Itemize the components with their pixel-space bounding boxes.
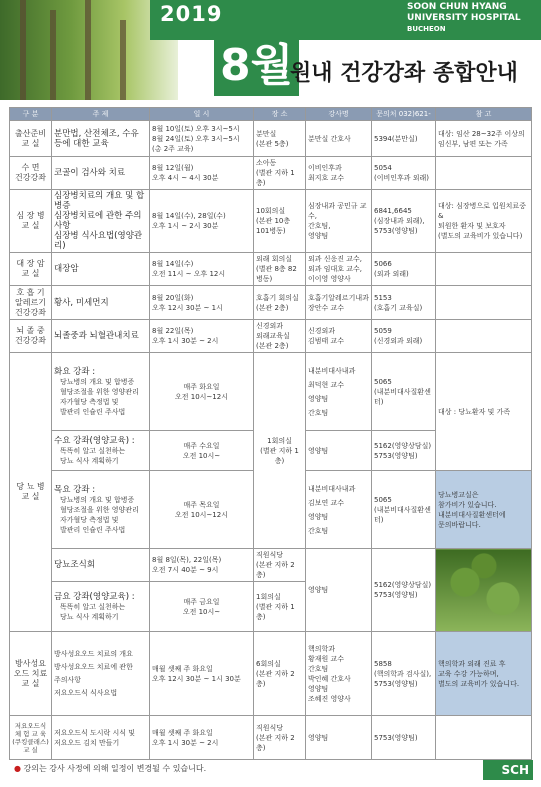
- col-header: 강사명: [306, 108, 372, 121]
- table-row: 목요 강좌 : 당뇨병의 개요 및 합병증 혈당조절을 위한 영양관리 자가혈당 측정법 및 발관리 인슐린 주사법 매주 목요일 오전 10시~12시 내분비대사내과 김보연 교수 영양팀 간호팀 5065 (내분비대사질환센터) 당뇨병교실은 참가비가 있습니다. 내분비대사질환센터에 문의바랍니다.: [10, 471, 532, 549]
- table-row: 당뇨조식회 8월 8일(목), 22일(목) 오전 7시 40분 ~ 9시 직원식당 (본관 지하 2층) 영양팀 5162(영양상담실) 5753(영양팀): [10, 549, 532, 582]
- cell-cat: 뇌 졸 중 건강강좌: [10, 320, 52, 353]
- footer-note: ● 강의는 강사 사정에 의해 일정이 변경될 수 있습니다.: [14, 764, 207, 773]
- watermelon-image: [436, 549, 532, 632]
- table-row: [10, 121, 532, 157]
- cell-place: 호흡기 회의실 (본관 2층): [254, 286, 306, 320]
- cell-cat: 수 면 건강강좌: [10, 157, 52, 190]
- note-tile: 당뇨병교실은 참가비가 있습니다. 내분비대사질환센터에 문의바랍니다.: [436, 471, 532, 549]
- cell-contact: 6841,6645 (심장내과 외래), 5753(영양팀): [372, 190, 436, 253]
- hospital-logo-text: SOON CHUN HYANG UNIVERSITY HOSPITAL BUCHEON: [407, 2, 521, 33]
- cell-cat: 출산준비 교 실: [10, 121, 52, 157]
- col-header: 문의처 032)621-: [372, 108, 436, 121]
- cell-date: 8월 20일(화) 오후 12시 30분 ~ 1시: [150, 286, 254, 320]
- cell-date: 8월 14일(수) 오전 11시 ~ 오후 12시: [150, 253, 254, 286]
- cell-date: 8월 22일(목) 오후 1시 30분 ~ 2시: [150, 320, 254, 353]
- cell-note: [436, 253, 532, 286]
- table-row: [10, 253, 532, 286]
- cell-date: 8월 12일(월) 오후 4시 ~ 4시 30분: [150, 157, 254, 190]
- table-row: [10, 286, 532, 320]
- cell-topic: 황사, 미세먼지: [52, 286, 150, 320]
- cell-lecturer: 호흡기알레르기내과 장안수 교수: [306, 286, 372, 320]
- cell-topic: 대장암: [52, 253, 150, 286]
- cell-place: 분만실 (본관 5층): [254, 121, 306, 157]
- cell-note: [436, 320, 532, 353]
- category: 당 뇨 병 교 실: [10, 353, 52, 632]
- col-header: 장 소: [254, 108, 306, 121]
- cell-cat: 심 장 병 교 실: [10, 190, 52, 253]
- cell-date: 8월 14일(수), 28일(수) 오후 1시 ~ 2시 30분: [150, 190, 254, 253]
- cell-place: 외래 회의실 (별관 8층 82병동): [254, 253, 306, 286]
- col-header: 구 분: [10, 108, 52, 121]
- table-row: 금요 강좌(영양교육) : 똑똑히 알고 실천하는 당뇨 식사 계획하기 매주 금요일 오전 10시~ 1회의실 (별관 지하 1층): [10, 582, 532, 632]
- cell-contact: 5054 (이비인후과 외래): [372, 157, 436, 190]
- table-row: 저요오드식 체 험 교 육 (쿠킹클래스) 교 실 저요오드식 도시락 시식 및 저요오드 김치 만들기 매월 셋째 주 화요일 오후 1시 30분 ~ 2시 직원식당 (본관 지하 2층) 영양팀 5753(영양팀): [10, 716, 532, 760]
- col-header: 일 시: [150, 108, 254, 121]
- cell-place: 10회의실 (본관 10층 101병동): [254, 190, 306, 253]
- col-header: 주 제: [52, 108, 150, 121]
- cell-contact: 5394(분만실): [372, 121, 436, 157]
- table-row: [10, 157, 532, 190]
- sch-logo: SCH: [483, 760, 533, 780]
- cell-topic: 코골이 검사와 치료: [52, 157, 150, 190]
- cell-contact: 5059 (신경외과 외래): [372, 320, 436, 353]
- cell-place: 소아동 (별관 지하 1층): [254, 157, 306, 190]
- table-row: 당 뇨 병 교 실 화요 강좌 : 당뇨병의 개요 및 합병증 혈당조절을 위한 영양관리 자가혈당 측정법 및 발관리 인슐린 주사법 매주 화요일 오전 10시~12시 1회의실 (별관 지하 1층) 내분비대사내과 최덕현 교수 영양팀 간호팀 5065 (내분비대사질환센터) 대상 : 당뇨환자 및 가족: [10, 353, 532, 431]
- month-label: 8월: [214, 36, 299, 96]
- cell-note: 대상: 임산 28~32주 이상의 임신부, 남편 또는 가족: [436, 121, 532, 157]
- table-row: 수요 강좌(영양교육) : 똑똑히 알고 실천하는 당뇨 식사 계획하기 매주 수요일 오전 10시~ 영양팀 5162(영양상담실) 5753(영양팀): [10, 431, 532, 471]
- cell-lecturer: 외과 신응진 교수, 외과 임대호 교수, 이이영 영양사: [306, 253, 372, 286]
- page-title: 원내 건강강좌 종합안내: [290, 61, 518, 86]
- cell-note: [436, 157, 532, 190]
- cell-topic: 분만법, 산전체조, 수유 등에 대한 교육: [52, 121, 150, 157]
- cell-lecturer: 심장내과 공민규 교수, 간호팀, 영양팀: [306, 190, 372, 253]
- table-row: [10, 190, 532, 253]
- cell-note: 대상: 심장병으로 입원치료중 & 퇴원한 환자 및 보호자 (별도의 교육비가 있습니다): [436, 190, 532, 253]
- schedule-table: [9, 107, 532, 760]
- cell-contact: 5066 (외과 외래): [372, 253, 436, 286]
- year: 2019: [160, 2, 223, 26]
- table-header-row: [10, 108, 532, 121]
- cell-contact: 5153 (호흡기 교육실): [372, 286, 436, 320]
- cell-cat: 대 장 암 교 실: [10, 253, 52, 286]
- cell-place: 신경외과 외래교육실 (본관 2층): [254, 320, 306, 353]
- cell-lecturer: 신경외과 김범태 교수: [306, 320, 372, 353]
- col-header: 참 고: [436, 108, 532, 121]
- header: [0, 0, 541, 100]
- cell-lecturer: 분만실 간호사: [306, 121, 372, 157]
- cell-topic: 심장병치료의 개요 및 합병증 심장병치료에 관한 주의사항 심장병 식사요법(영양관리): [52, 190, 150, 253]
- cell-lecturer: 이비인후과 최지호 교수: [306, 157, 372, 190]
- cell-topic: 뇌졸중과 뇌혈관내치료: [52, 320, 150, 353]
- table-row: [10, 320, 532, 353]
- table-row: 방사성요 오드 치료 교 실 방사성요오드 치료의 개요 방사성요오드 치료에 관한 주의사항 저요오드식 식사요법 매월 셋째 주 화요일 오후 12시 30분 ~ 1시 30분 6회의실 (본관 지하 2층) 핵의학과 황재원 교수 간호팀 박인혜 간호사 영양팀 조혜진 영양사 5858 (핵의학과 검사실), 5753(영양팀) 핵의학과 외래 진료 후 교육 수강 가능하며, 별도의 교육비가 있습니다.: [10, 632, 532, 716]
- cell-cat: 호 흡 기 알레르기 건강강좌: [10, 286, 52, 320]
- cell-date: 8월 10일(토) 오후 3시~5시 8월 24일(토) 오후 3시~5시 (총 2주 교육): [150, 121, 254, 157]
- cell-note: [436, 286, 532, 320]
